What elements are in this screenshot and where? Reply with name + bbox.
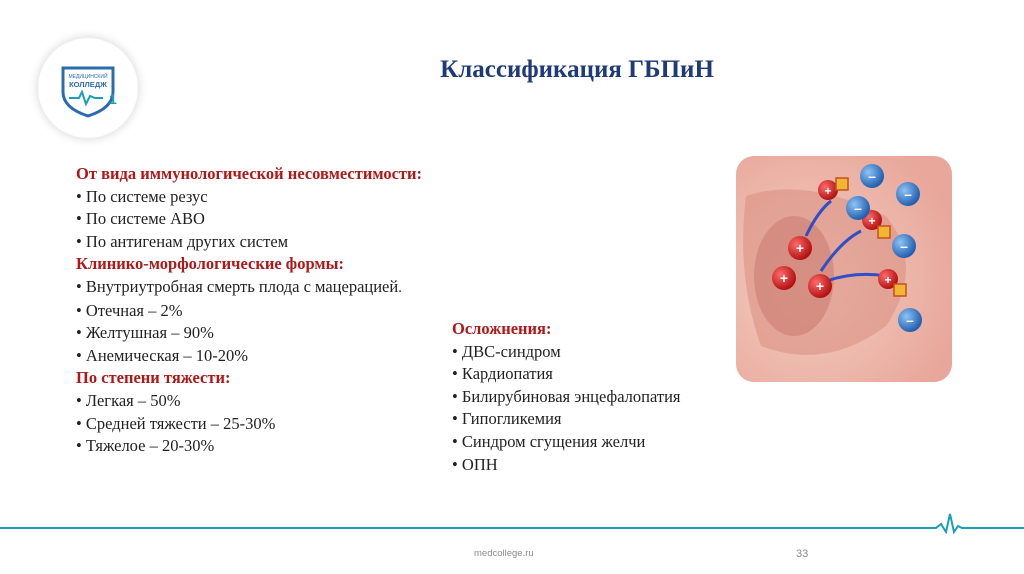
rh-negative-cell [898,308,922,332]
heading-immunological: От вида иммунологической несовместимости: [76,164,423,183]
list-item-end: . [398,279,402,296]
rh-positive-cell [808,274,832,298]
rh-negative-cell [896,182,920,206]
list-item: • Гипогликемия [452,409,562,429]
list-item: • По антигенам других систем [76,231,289,251]
complications-list [452,318,681,476]
minus-sign: – [854,200,862,216]
list-item: • ОПН [452,454,498,474]
heading-clinical-forms: Клинико-морфологические формы: [76,254,345,274]
rh-positive-cell [772,266,796,290]
plus-sign: + [815,278,825,294]
fetus-antibody-illustration [736,156,952,382]
plus-sign: + [884,273,892,287]
list-item: • Синдром сгущения желчи [452,431,646,451]
plus-sign: + [795,240,805,256]
list-item: • По системе резус [76,186,208,206]
list-item: • Кардиопатия [452,364,553,384]
plus-sign: + [779,270,789,286]
logo-number: 1 [109,91,117,107]
minus-sign: – [904,186,912,202]
list-item: • ДВС-синдром [452,341,561,361]
page-title: Классификация ГБПиН [440,56,714,83]
rh-negative-cell [846,196,870,220]
footer-divider [0,510,1024,534]
list-item: • По системе АВО [76,209,205,229]
antibody-square [878,226,890,238]
classification-list [76,163,422,458]
list-item [76,276,422,300]
list-item: • Отечная – 2% [76,300,183,320]
rh-positive-cell [818,180,838,200]
list-item: • Билирубиновая энцефалопатия [452,386,681,406]
antibody-square [836,178,848,190]
list-item: • Тяжелое – 20-30% [76,436,215,456]
list-item-text: • Внутриутробная смерть плода с мацерацией [76,276,399,296]
list-item: • Средней тяжести – 25-30% [76,413,276,433]
list-item: • Желтушная – 90% [76,323,214,343]
antibody-square [894,284,906,296]
minus-sign: – [906,312,914,328]
list-item: • Анемическая – 10-20% [76,345,249,365]
logo-name: КОЛЛЕДЖ [69,80,107,89]
rh-positive-cell [788,236,812,260]
heading-severity: По степени тяжести: [76,368,231,388]
site-url: medcollege.ru [474,548,534,559]
list-item: • Легкая – 50% [76,390,181,410]
logo-top-text: МЕДИЦИНСКИЙ [68,74,108,80]
plus-sign: + [868,214,876,228]
minus-sign: – [900,238,908,254]
rh-negative-cell [860,164,884,188]
page-number: 33 [796,548,809,560]
college-logo [38,38,138,138]
plus-sign: + [824,184,832,198]
heading-complications: Осложнения: [452,319,552,338]
minus-sign: – [868,168,876,184]
rh-negative-cell [892,234,916,258]
